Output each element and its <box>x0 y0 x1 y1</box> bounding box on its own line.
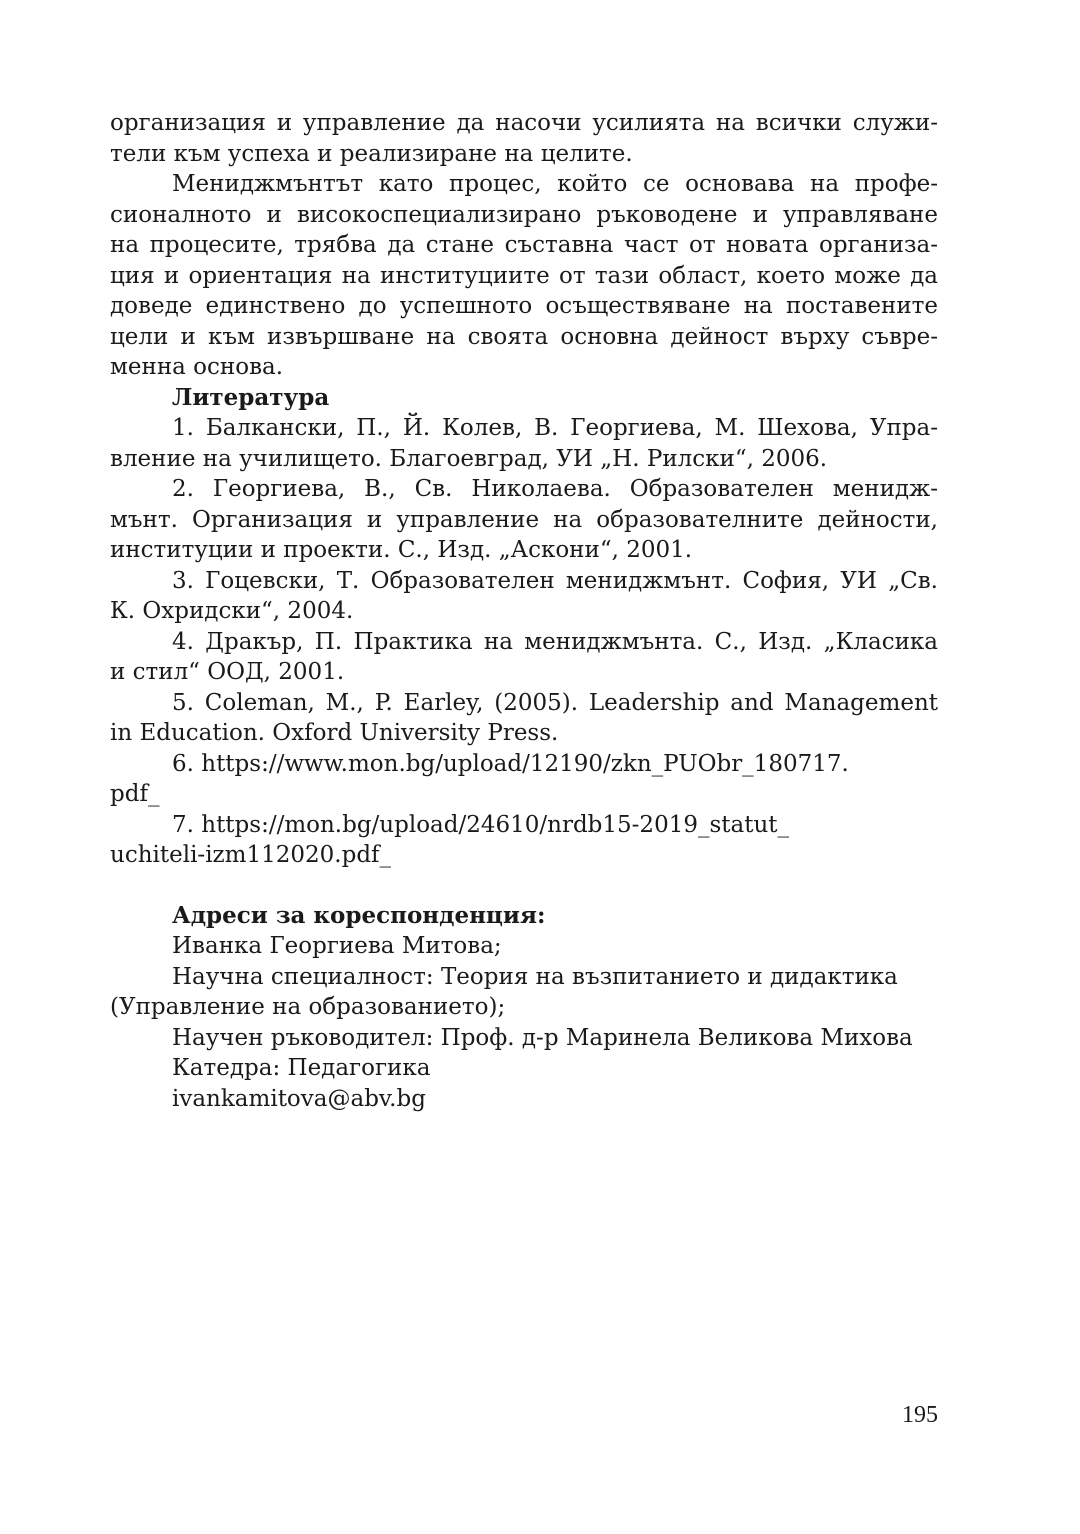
specialty: Научна специалност: Теория на възпитанието и дидактика <box>172 963 898 990</box>
text-line: организация и управление да насочи усилията на всички служи- <box>110 110 938 136</box>
literature-section <box>110 383 938 871</box>
text-line: менна основа. <box>110 354 284 380</box>
reference-line: и стил“ ООД, 2001. <box>110 659 345 685</box>
reference-line: 7. https://mon.bg/upload/24610/nrdb15-2019_statut_ <box>172 811 790 838</box>
literature-heading: Литература <box>172 383 330 411</box>
main-paragraph <box>110 169 938 383</box>
text-line: сионалното и високоспециализирано ръководене и управляване <box>110 201 938 228</box>
reference-line: 2. Георгиева, В., Св. Николаева. Образователен менидж- <box>172 476 938 502</box>
intro-paragraph <box>110 108 938 169</box>
reference-item <box>110 810 938 871</box>
page-number: 195 <box>902 1402 938 1428</box>
text-line: ция и ориентация на институциите от тази област, което може да <box>110 262 938 289</box>
reference-line: uchiteli-izm112020.pdf_ <box>110 842 392 868</box>
reference-item <box>110 474 938 566</box>
reference-line: 1. Балкански, П., Й. Колев, В. Георгиева, М. Шехова, Упра- <box>172 415 938 441</box>
reference-line: 4. Дракър, П. Практика на мениджмънта. С., Изд. „Класика <box>172 628 938 655</box>
reference-line: 6. https://www.mon.bg/upload/12190/zkn_PUObr_180717. <box>172 750 849 777</box>
department: Катедра: Педагогика <box>172 1055 431 1081</box>
reference-line: pdf_ <box>110 781 160 807</box>
specialty-continued: (Управление на образованието); <box>110 994 506 1020</box>
reference-item <box>110 413 938 474</box>
reference-line: 3. Гоцевски, Т. Образователен мениджмънт. София, УИ „Св. <box>172 567 938 594</box>
email-address: ivankamitova@abv.bg <box>172 1085 426 1112</box>
reference-item <box>110 627 938 688</box>
reference-item <box>110 566 938 627</box>
text-line: цели и към извършване на своята основна дейност върху съвре- <box>110 323 938 350</box>
reference-line: in Education. Oxford University Press. <box>110 720 559 746</box>
text-line: доведе единствено до успешното осъществяване на поставените <box>110 293 938 319</box>
reference-item <box>110 749 938 810</box>
reference-line: институции и проекти. С., Изд. „Аскони“, 2001. <box>110 537 693 563</box>
supervisor: Научен ръководител: Проф. д-р Маринела Великова Михова <box>172 1024 913 1051</box>
section-spacer <box>110 871 938 901</box>
reference-line: 5. Coleman, M., P. Earley, (2005). Leadership and Management <box>172 689 938 716</box>
reference-line: К. Охридски“, 2004. <box>110 598 354 624</box>
correspondence-heading: Адреси за кореспонденция: <box>172 901 546 929</box>
page-body <box>110 108 938 1114</box>
text-line: на процесите, трябва да стане съставна част от новата организа- <box>110 232 938 258</box>
reference-line: вление на училището. Благоевград, УИ „Н. Рилски“, 2006. <box>110 445 828 472</box>
reference-item <box>110 688 938 749</box>
reference-line: мънт. Организация и управление на образователните дейности, <box>110 506 938 533</box>
correspondence-section <box>110 901 938 1115</box>
text-line: тели към успеха и реализиране на целите. <box>110 140 633 167</box>
text-line: Мениджмънтът като процес, който се основава на профе- <box>172 171 938 197</box>
author-name: Иванка Георгиева Митова; <box>172 933 502 959</box>
